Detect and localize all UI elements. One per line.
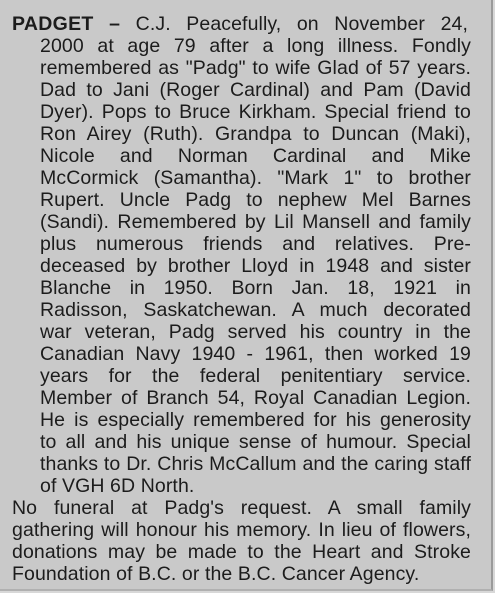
obituary-line: Dyer). Pops to Bruce Kirkham. Special friend to xyxy=(40,101,471,123)
surname: PADGET xyxy=(12,13,94,35)
obituary-line: plus numerous friends and relatives. Pre- xyxy=(40,233,471,255)
obituary-line: Member of Branch 54, Royal Canadian Legion. xyxy=(40,387,471,409)
obituary-line: 2000 at age 79 after a long illness. Fondly xyxy=(40,35,471,57)
obituary-line: to all and his unique sense of humour. Special xyxy=(40,431,471,453)
obituary-line: years for the federal penitentiary service. xyxy=(40,365,471,387)
obituary-line: Dad to Jani (Roger Cardinal) and Pam (David xyxy=(40,79,471,101)
obituary-line: Canadian Navy 1940 - 1961, then worked 19 xyxy=(40,343,471,365)
obituary-line: McCormick (Samantha). "Mark 1" to brother xyxy=(40,167,471,189)
obituary-line: remembered as "Padg" to wife Glad of 57 years. xyxy=(40,57,471,79)
closing-line: No funeral at Padg's request. A small family xyxy=(12,497,471,519)
obituary-line: Radisson, Saskatchewan. A much decorated xyxy=(40,299,471,321)
obituary-line: war veteran, Padg served his country in the xyxy=(40,321,471,343)
obituary-line: Nicole and Norman Cardinal and Mike xyxy=(40,145,471,167)
surname-dash: – xyxy=(109,13,121,35)
closing-line: gathering will honour his memory. In lieu of flowers, xyxy=(12,519,471,541)
obituary-line: He is especially remembered for his generosity xyxy=(40,409,471,431)
obituary-line: Rupert. Uncle Padg to nephew Mel Barnes xyxy=(40,189,471,211)
obituary-line: (Sandi). Remembered by Lil Mansell and family xyxy=(40,211,471,233)
obituary-line: Ron Airey (Ruth). Grandpa to Duncan (Maki), xyxy=(40,123,471,145)
closing-line: Foundation of B.C. or the B.C. Cancer Agency. xyxy=(12,563,420,585)
obituary-line: thanks to Dr. Chris McCallum and the caring staff xyxy=(40,453,471,475)
obituary-line: deceased by brother Lloyd in 1948 and sister xyxy=(40,255,471,277)
obituary-line-1 xyxy=(12,14,468,36)
obituary-line: Blanche in 1950. Born Jan. 18, 1921 in xyxy=(40,277,471,299)
obituary-line: of VGH 6D North. xyxy=(40,475,195,497)
obituary-first-line: C.J. Peacefully, on November 24, xyxy=(135,13,468,35)
closing-line: donations may be made to the Heart and Stroke xyxy=(12,541,471,563)
